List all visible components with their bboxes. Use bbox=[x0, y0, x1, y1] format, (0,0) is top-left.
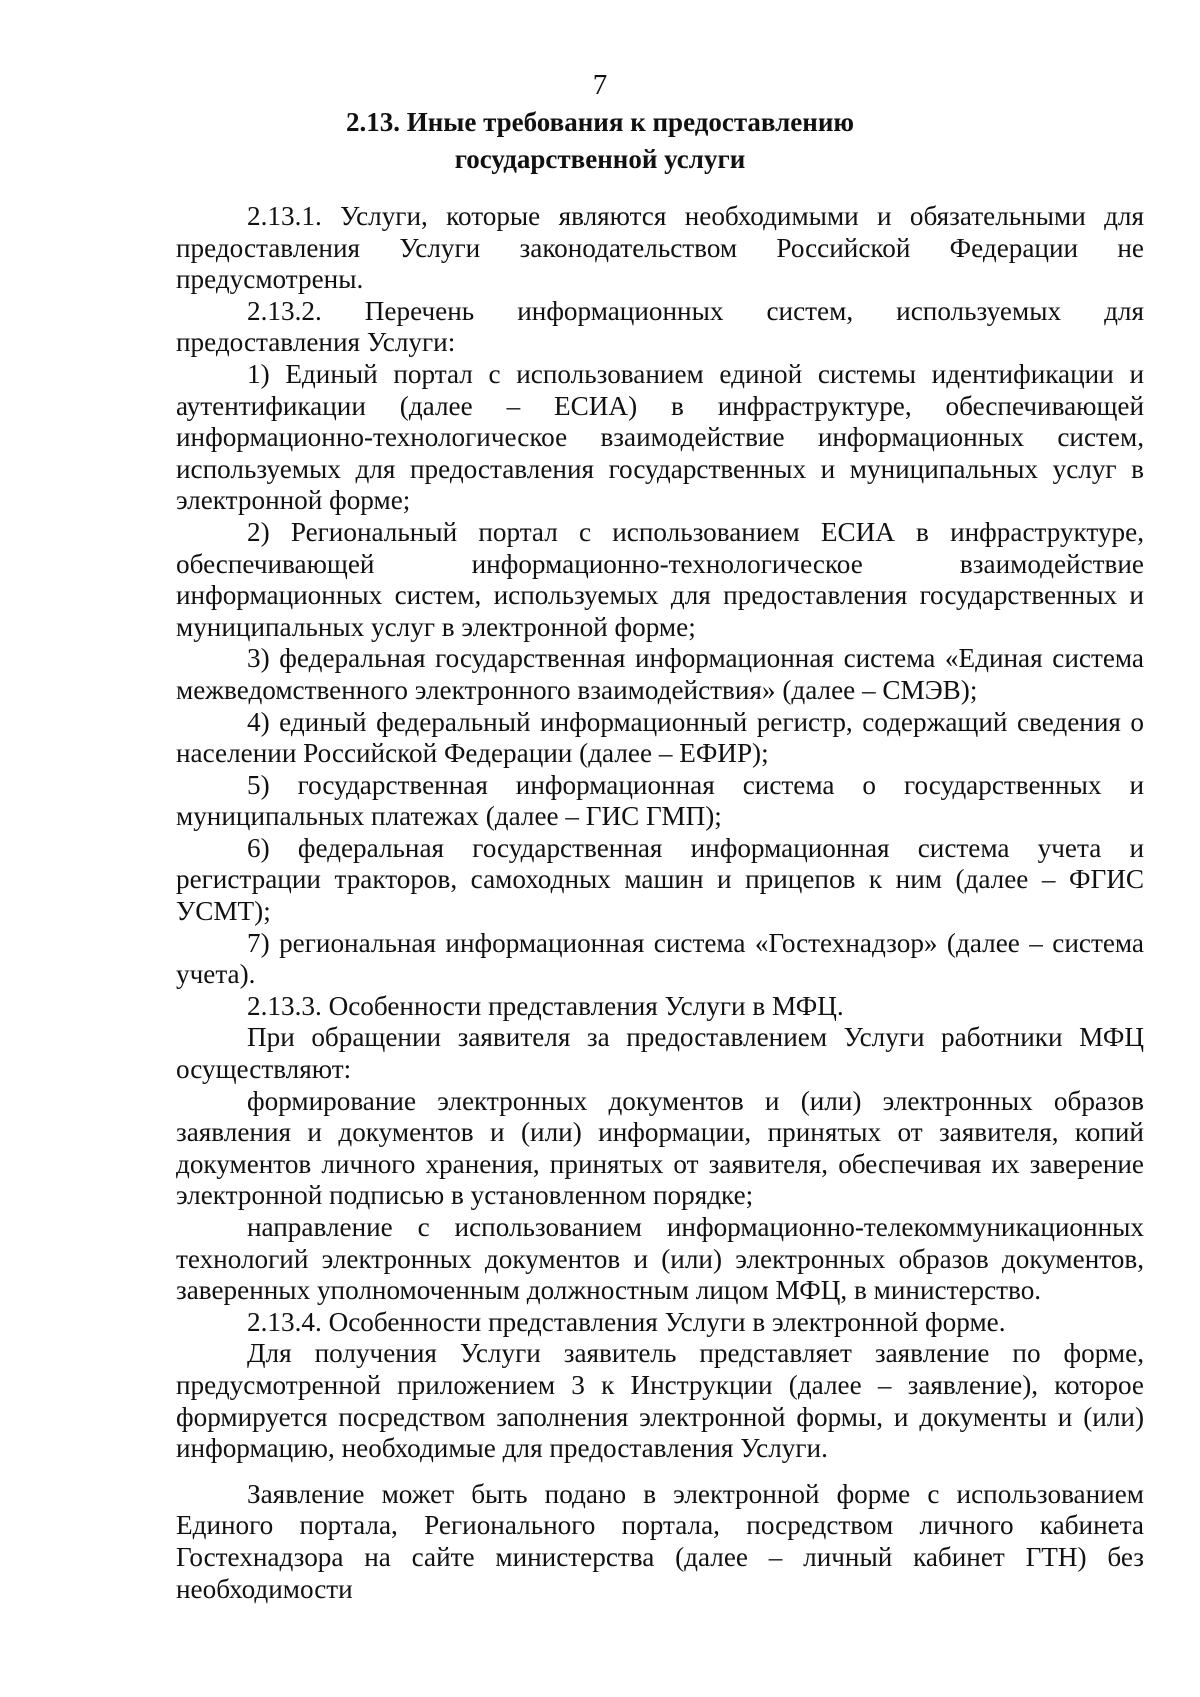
paragraph-application-submission: Заявление может быть подано в электронной форме с использованием Единого портала, Регионального портала, посредством личного кабинета Гостехнадзора на сайте министерства (далее – личный кабинет ГТН) без необходимости bbox=[176, 1478, 1144, 1604]
paragraph-2-13-3: 2.13.3. Особенности представления Услуги в МФЦ. bbox=[247, 990, 844, 1021]
section-heading bbox=[0, 104, 1200, 178]
paragraph-application-form: Для получения Услуги заявитель представляет заявление по форме, предусмотренной приложением 3 к Инструкции (далее – заявление), которое формируется посредством заполнения электронной формы, и документы и (или) информацию, необходимые для предоставления Услуги. bbox=[176, 1338, 1144, 1464]
document-body bbox=[176, 201, 1144, 1605]
paragraph-mfc-intro: При обращении заявителя за предоставлением Услуги работники МФЦ осуществляют: bbox=[176, 1022, 1144, 1085]
list-item-7: 7) региональная информационная система «Гостехнадзор» (далее – система учета). bbox=[176, 927, 1144, 990]
section-heading-line-1: 2.13. Иные требования к предоставлению bbox=[345, 107, 855, 137]
paragraph-mfc-forming: формирование электронных документов и (или) электронных образов заявления и документов и (или) информации, принятых от заявителя, копий документов личного хранения, принятых от заявителя, обеспечивая их заверение электронной подписью в установленном порядке; bbox=[176, 1085, 1144, 1211]
paragraph-mfc-sending: направление с использованием информационно-телекоммуникационных технологий электронных документов и (или) электронных образов документов, заверенных уполномоченным должностным лицом МФЦ, в министерство. bbox=[176, 1212, 1144, 1306]
list-item-2: 2) Региональный портал с использованием ЕСИА в инфраструктуре, обеспечивающей информационно-технологическое взаимодействие информационных систем, используемых для предоставления государственных и муниципальных услуг в электронной форме; bbox=[176, 516, 1144, 642]
list-item-3: 3) федеральная государственная информационная система «Единая система межведомственного электронного взаимодействия» (далее – СМЭВ); bbox=[176, 643, 1144, 705]
page-number: 7 bbox=[592, 69, 608, 101]
list-item-4: 4) единый федеральный информационный регистр, содержащий сведения о населении Российской Федерации (далее – ЕФИР); bbox=[176, 706, 1144, 769]
list-item-5: 5) государственная информационная система о государственных и муниципальных платежах (далее – ГИС ГМП); bbox=[176, 769, 1144, 832]
list-item-1: 1) Единый портал с использованием единой системы идентификации и аутентификации (далее – ЕСИА) в инфраструктуре, обеспечивающей информационно-технологическое взаимодействие информационных систем, используемых для предоставления государственных и муниципальных услуг в электронной форме; bbox=[176, 358, 1144, 516]
list-item-6: 6) федеральная государственная информационная система учета и регистрации тракторов, самоходных машин и прицепов к ним (далее – ФГИС УСМТ); bbox=[176, 832, 1144, 927]
paragraph-2-13-2: 2.13.2. Перечень информационных систем, используемых для предоставления Услуги: bbox=[176, 295, 1144, 358]
section-heading-line-2: государственной услуги bbox=[454, 144, 746, 174]
paragraph-2-13-4: 2.13.4. Особенности представления Услуги в электронной форме. bbox=[247, 1306, 1006, 1337]
paragraph-2-13-1: 2.13.1. Услуги, которые являются необходимыми и обязательными для предоставления Услуги законодательством Российской Федерации не предусмотрены. bbox=[176, 201, 1144, 295]
